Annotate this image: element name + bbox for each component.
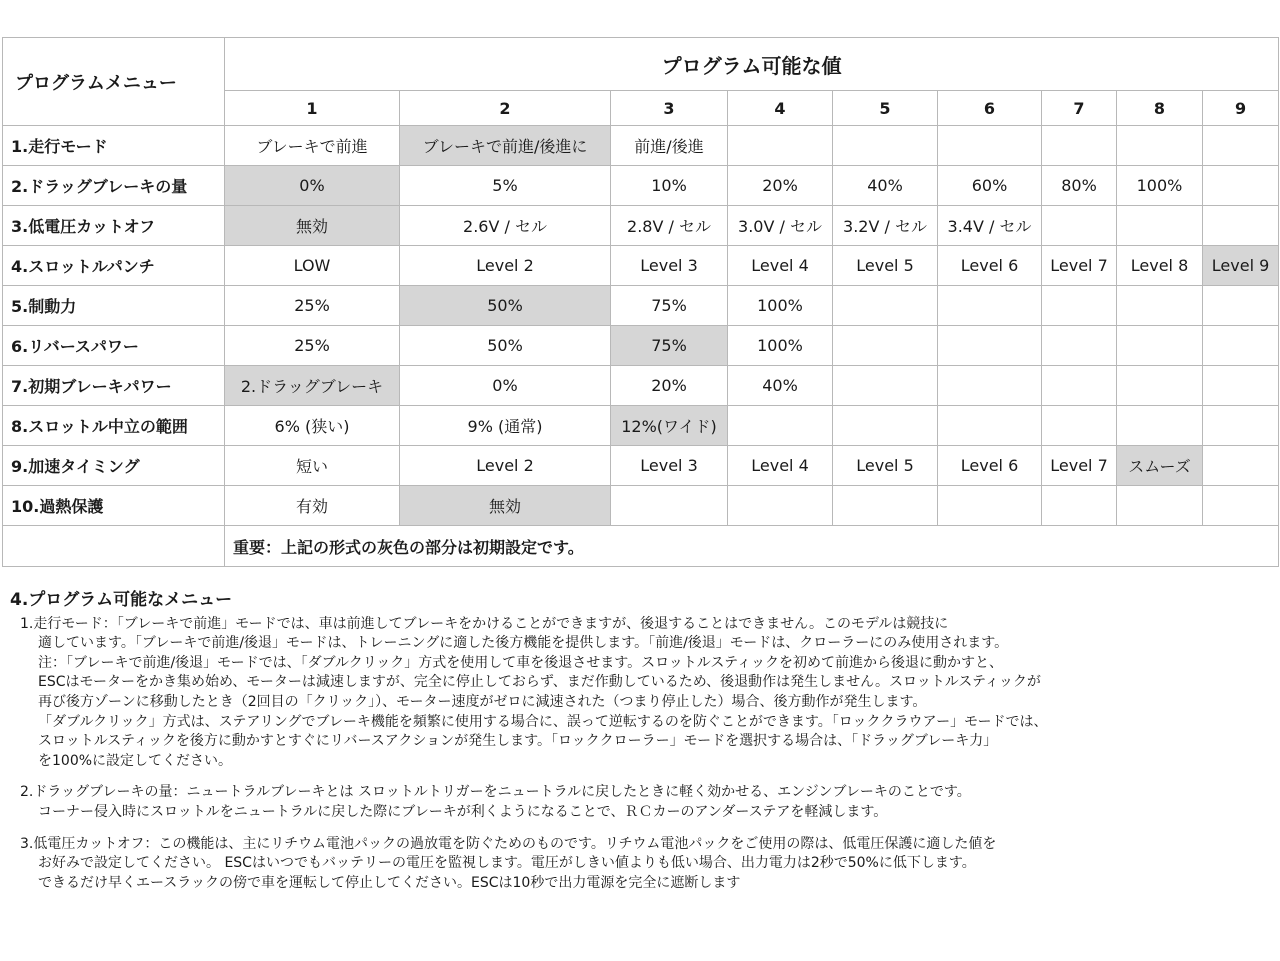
value-cell	[1203, 406, 1279, 446]
table-row	[3, 286, 1279, 326]
paragraph-line: 注：「ブレーキで前進/後退」モードでは、「ダブルクリック」方式を使用して車を後退させます。スロットルスティックを初めて前進から後退に動かすと、	[38, 654, 1003, 671]
value-cell: 2.8V / セル	[611, 206, 728, 246]
value-cell	[1042, 486, 1117, 526]
column-header: 7	[1042, 91, 1117, 126]
description-paragraph	[10, 835, 1272, 894]
value-cell	[833, 406, 938, 446]
paragraph-line: ESCはモーターをかき集め始め、モーターは減速しますが、完全に停止しておらず、まだ作動しているため、後退動作は発生しません。スロットルスティックが	[38, 674, 1041, 691]
table-row	[3, 246, 1279, 286]
value-cell: 無効	[225, 206, 400, 246]
value-cell	[1203, 486, 1279, 526]
value-cell: 3.0V / セル	[728, 206, 833, 246]
value-cell	[1117, 486, 1203, 526]
row-label: 3.低電圧カットオフ	[3, 206, 225, 246]
value-cell: 有効	[225, 486, 400, 526]
value-cell	[938, 486, 1042, 526]
column-header: 2	[400, 91, 611, 126]
value-cell	[938, 366, 1042, 406]
value-cell	[611, 486, 728, 526]
value-cell: 50%	[400, 286, 611, 326]
programming-table	[2, 37, 1279, 567]
value-cell	[728, 406, 833, 446]
table-row	[3, 206, 1279, 246]
row-label: 8.スロットル中立の範囲	[3, 406, 225, 446]
description-section	[10, 591, 1272, 905]
value-cell	[1042, 126, 1117, 166]
value-cell: 10%	[611, 166, 728, 206]
value-cell: Level 4	[728, 246, 833, 286]
value-cell	[1117, 326, 1203, 366]
value-cell: 40%	[833, 166, 938, 206]
value-cell	[1203, 126, 1279, 166]
paragraph-line: 2.ドラッグブレーキの量：ニュートラルブレーキとは スロットルトリガーをニュートラルに戻したときに軽く効かせる、エンジンブレーキのことです。	[20, 784, 971, 801]
column-header: 8	[1117, 91, 1203, 126]
paragraph-line: 再び後方ゾーンに移動したとき（2回目の「クリック」）、モーター速度がゼロに減速された（つまり停止した）場合、後方動作が発生します。	[38, 693, 927, 710]
value-cell	[1042, 286, 1117, 326]
value-cell	[728, 486, 833, 526]
value-cell: Level 4	[728, 446, 833, 486]
paragraph-line: 適しています。「ブレーキで前進/後退」モードは、トレーニングに適した後方機能を提供します。「前進/後退」モードは、クローラーにのみ使用されます。	[38, 635, 1009, 652]
paragraph-line: 「ダブルクリック」方式は、ステアリングでブレーキ機能を頻繁に使用する場合に、誤って逆転するのを防ぐことができます。「ロッククラウアー」モードでは、	[38, 713, 1048, 730]
value-cell: Level 7	[1042, 246, 1117, 286]
value-cell: 12%(ワイド)	[611, 406, 728, 446]
paragraph-line: コーナー侵入時にスロットルをニュートラルに戻した際にブレーキが利くようになることで、ＲＣカーのアンダーステアを軽減します。	[38, 803, 888, 820]
value-cell	[1117, 366, 1203, 406]
table-note: 重要：上記の形式の灰色の部分は初期設定です。	[225, 526, 1279, 567]
value-cell: Level 7	[1042, 446, 1117, 486]
table-row	[3, 326, 1279, 366]
value-cell: 3.2V / セル	[833, 206, 938, 246]
value-cell: 25%	[225, 326, 400, 366]
menu-header: プログラムメニュー	[3, 38, 225, 126]
value-cell: LOW	[225, 246, 400, 286]
value-cell	[833, 326, 938, 366]
value-cell: 25%	[225, 286, 400, 326]
value-cell: 6% (狭い)	[225, 406, 400, 446]
value-cell	[833, 486, 938, 526]
value-cell: 前進/後進	[611, 126, 728, 166]
row-label: 5.制動力	[3, 286, 225, 326]
row-label: 7.初期ブレーキパワー	[3, 366, 225, 406]
value-cell: 短い	[225, 446, 400, 486]
value-cell	[938, 406, 1042, 446]
description-paragraph	[10, 783, 1272, 822]
value-cell	[1203, 286, 1279, 326]
value-cell	[1203, 166, 1279, 206]
value-cell: 20%	[611, 366, 728, 406]
value-cell	[938, 286, 1042, 326]
value-cell: 75%	[611, 326, 728, 366]
value-cell: スムーズ	[1117, 446, 1203, 486]
value-cell	[1203, 206, 1279, 246]
value-cell	[728, 126, 833, 166]
table-row	[3, 406, 1279, 446]
value-cell	[938, 126, 1042, 166]
value-cell	[833, 286, 938, 326]
value-cell: ブレーキで前進	[225, 126, 400, 166]
value-cell: 100%	[728, 286, 833, 326]
value-cell: Level 3	[611, 246, 728, 286]
value-cell: 無効	[400, 486, 611, 526]
value-cell: Level 5	[833, 446, 938, 486]
value-cell: 100%	[1117, 166, 1203, 206]
value-cell	[833, 126, 938, 166]
value-cell	[1117, 126, 1203, 166]
row-label: 6.リバースパワー	[3, 326, 225, 366]
values-header: プログラム可能な値	[225, 38, 1279, 91]
value-cell: 20%	[728, 166, 833, 206]
value-cell	[1117, 286, 1203, 326]
value-cell: 75%	[611, 286, 728, 326]
value-cell: 60%	[938, 166, 1042, 206]
column-header: 1	[225, 91, 400, 126]
value-cell: Level 6	[938, 446, 1042, 486]
paragraph-line: できるだけ早くエースラックの傍で車を運転して停止してください。ESCは10秒で出力電源を完全に遮断します	[38, 874, 741, 891]
table-row	[3, 366, 1279, 406]
value-cell: 3.4V / セル	[938, 206, 1042, 246]
value-cell: 5%	[400, 166, 611, 206]
column-header: 9	[1203, 91, 1279, 126]
value-cell: Level 5	[833, 246, 938, 286]
value-cell: Level 3	[611, 446, 728, 486]
table-row	[3, 126, 1279, 166]
column-header: 3	[611, 91, 728, 126]
paragraph-line: 1.走行モード：「ブレーキで前進」モードでは、車は前進してブレーキをかけることができますが、後退することはできません。このモデルは競技に	[20, 615, 949, 632]
table-row	[3, 166, 1279, 206]
value-cell: 2.6V / セル	[400, 206, 611, 246]
row-label: 1.走行モード	[3, 126, 225, 166]
paragraph-line: お好みで設定してください。 ESCはいつでもバッテリーの電圧を監視します。電圧がしきい値よりも低い場合、出力電力は2秒で50%に低下します。	[38, 855, 976, 872]
column-header: 4	[728, 91, 833, 126]
value-cell: ブレーキで前進/後進に	[400, 126, 611, 166]
value-cell: Level 9	[1203, 246, 1279, 286]
value-cell	[833, 366, 938, 406]
row-label: 10.過熱保護	[3, 486, 225, 526]
paragraph-line: 3.低電圧カットオフ：この機能は、主にリチウム電池パックの過放電を防ぐためのものです。リチウム電池パックをご使用の際は、低電圧保護に適した値を	[20, 835, 997, 852]
value-cell: 40%	[728, 366, 833, 406]
table-row	[3, 486, 1279, 526]
description-paragraph	[10, 615, 1272, 772]
value-cell: Level 8	[1117, 246, 1203, 286]
value-cell: Level 2	[400, 446, 611, 486]
value-cell: 80%	[1042, 166, 1117, 206]
value-cell: Level 2	[400, 246, 611, 286]
paragraph-line: を100%に設定してください。	[38, 752, 233, 769]
value-cell	[1117, 206, 1203, 246]
value-cell	[1203, 326, 1279, 366]
value-cell	[1117, 406, 1203, 446]
column-header: 5	[833, 91, 938, 126]
section-title: 4.プログラム可能なメニュー	[10, 590, 233, 610]
column-header: 6	[938, 91, 1042, 126]
value-cell: Level 6	[938, 246, 1042, 286]
value-cell: 0%	[400, 366, 611, 406]
value-cell	[1042, 326, 1117, 366]
value-cell: 100%	[728, 326, 833, 366]
value-cell	[938, 326, 1042, 366]
paragraph-line: スロットルスティックを後方に動かすとすぐにリバースアクションが発生します。「ロッククローラー」モードを選択する場合は、「ドラッグブレーキ力」	[38, 733, 998, 750]
value-cell: 50%	[400, 326, 611, 366]
row-label: 4.スロットルパンチ	[3, 246, 225, 286]
row-label: 9.加速タイミング	[3, 446, 225, 486]
table-row	[3, 446, 1279, 486]
value-cell: 9% (通常)	[400, 406, 611, 446]
value-cell	[1042, 366, 1117, 406]
value-cell	[1203, 366, 1279, 406]
note-label-cell	[3, 526, 225, 567]
value-cell	[1042, 206, 1117, 246]
row-label: 2.ドラッグブレーキの量	[3, 166, 225, 206]
value-cell	[1203, 446, 1279, 486]
value-cell: 0%	[225, 166, 400, 206]
value-cell: 2.ドラッグブレーキ	[225, 366, 400, 406]
value-cell	[1042, 406, 1117, 446]
